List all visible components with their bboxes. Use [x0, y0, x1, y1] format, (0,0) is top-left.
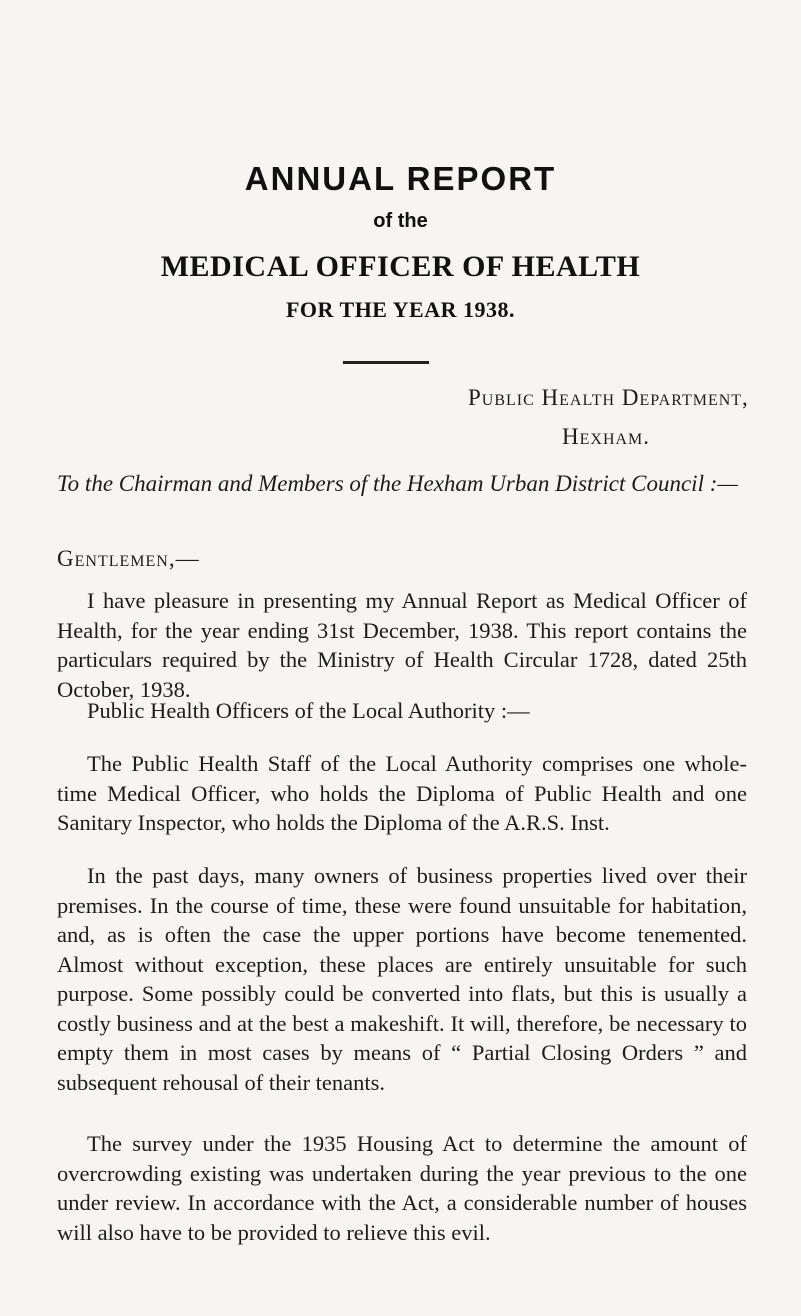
paragraph-introduction: I have pleasure in presenting my Annual Report as Medical Officer of Health, for the year ending 31st December, 1938. This report contains the particulars required by the Ministry of Health Circular 1728, dated 25th October, 1938.	[57, 588, 747, 702]
officer-title: MEDICAL OFFICER OF HEALTH	[160, 250, 641, 283]
title-divider	[343, 361, 429, 364]
department-name: Public Health Department,	[468, 385, 749, 410]
addressee: To the Chairman and Members of the Hexham Urban District Council :—	[57, 471, 738, 496]
paragraph-survey: The survey under the 1935 Housing Act to determine the amount of overcrowding existing was undertaken during the year previous to the one under review. In accordance with the Act, a considerable number of houses will also have to be provided to relieve this evil.	[57, 1131, 747, 1245]
salutation: Gentlemen,—	[57, 546, 200, 571]
paragraph-officers-heading: Public Health Officers of the Local Authority :—	[87, 698, 530, 723]
paragraph-premises: In the past days, many owners of business properties lived over their premises. In the course of time, these were found unsuitable for habitation, and, as is often the case the upper portions have become tenemented. Almost without exception, these places are entirely unsuitable for such purpose. Some possibly could be converted into flats, but this is usually a costly business and at the best a makeshift. It will, therefore, be necessary to empty them in most cases by means of “ Partial Closing Orders ” and subsequent rehousal of their tenants.	[57, 863, 747, 1095]
department-town: Hexham.	[562, 424, 651, 449]
title-connector: of the	[373, 210, 428, 232]
report-year: FOR THE YEAR 1938.	[285, 297, 516, 322]
report-title: ANNUAL REPORT	[244, 160, 557, 197]
paragraph-staff: The Public Health Staff of the Local Authority comprises one whole-time Medical Officer, who holds the Diploma of Public Health and one Sanitary Inspector, who holds the Diploma of the A.R.S. Inst.	[57, 751, 747, 835]
